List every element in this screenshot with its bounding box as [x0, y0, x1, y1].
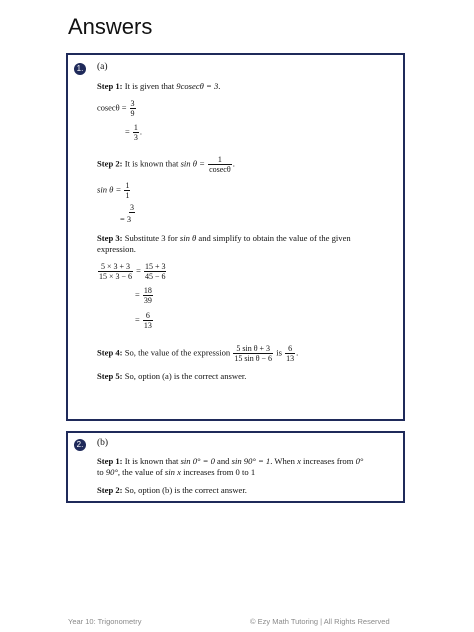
symbol: sin θ: [179, 233, 197, 243]
step3-work-row2: [135, 286, 154, 305]
answer-option: (a): [97, 62, 108, 72]
step3-work-row1: [97, 262, 167, 281]
step-text: It is known that: [124, 456, 179, 466]
step-label: Step 1:: [97, 456, 123, 466]
lhs: sin θ =: [97, 184, 122, 195]
punct: .: [218, 81, 221, 91]
step1-line: [97, 456, 363, 467]
fraction: $\frac{1}{1}$: [125, 181, 130, 200]
symbol: 90°: [105, 467, 118, 477]
step2-line: [97, 155, 235, 174]
step5-line: [97, 371, 246, 382]
step-label: Step 3:: [97, 233, 123, 243]
page-title: Answers: [68, 14, 153, 39]
step3-work-row3: [135, 311, 154, 330]
step-text: So, option (a) is the correct answer.: [124, 371, 247, 381]
step-text: It is given that: [124, 81, 175, 91]
step-label: Step 4:: [97, 347, 123, 358]
step-text: and simplify to obtain the value of the given: [198, 233, 351, 243]
step-text: Substitute 3 for: [124, 233, 178, 243]
lhs: sin θ =: [180, 158, 205, 169]
fraction: $\frac{6}{13}$: [143, 311, 152, 330]
step3-line: [97, 233, 351, 244]
step-label: Step 2:: [97, 158, 123, 169]
question-number-badge: 2.: [74, 439, 86, 451]
step3-line-cont: expression.: [97, 244, 136, 254]
equation: sin 90° = 1: [231, 456, 271, 466]
equation: 9cosecθ = 3: [176, 81, 219, 91]
symbol: 0°: [355, 456, 364, 466]
fraction: 3: [130, 203, 134, 213]
punct: .: [232, 158, 235, 169]
step2-work-row2: [128, 203, 136, 213]
step-text: to: [97, 467, 104, 477]
punct: .: [139, 127, 142, 137]
step-text: and: [217, 456, 230, 466]
symbol: x: [297, 456, 301, 466]
step1-line-cont: [97, 467, 255, 478]
fraction: $\frac{3}{9}$: [130, 99, 135, 118]
step1-work-row2: [125, 123, 142, 142]
equals: =: [135, 315, 140, 325]
fraction: $\frac{15 + 3}{45 - 6}$: [144, 262, 166, 281]
equals: =: [136, 266, 141, 276]
equals: =: [135, 290, 140, 300]
step-label: Step 2:: [97, 485, 123, 495]
step2-work-row3: [120, 215, 131, 224]
fraction: $\frac{1}{3}$: [133, 123, 138, 142]
step-text: is: [276, 347, 282, 358]
step-text: , the value of: [117, 467, 163, 477]
equals: =: [125, 127, 130, 137]
answer-box-2: [66, 431, 405, 503]
fraction: $\frac{6}{13}$: [286, 344, 295, 363]
result: = 3: [120, 215, 132, 224]
step4-line: [97, 344, 298, 363]
equation: sin 0° = 0: [180, 456, 215, 466]
fraction: $\frac{\text{5 sin θ + 3}}{\text{15 sin θ − 6}}$: [234, 344, 273, 363]
step1-line: [97, 81, 220, 92]
answer-option: (b): [97, 438, 109, 448]
footer-right: © Ezy Math Tutoring | All Rights Reserved: [250, 617, 390, 626]
step-text: . When: [270, 456, 295, 466]
step-label: Step 1:: [97, 81, 123, 91]
step1-work-row1: [97, 99, 137, 118]
step2-work-row1: [97, 181, 131, 200]
symbol: sin x: [164, 467, 181, 477]
step-label: Step 5:: [97, 371, 123, 381]
punct: .: [296, 347, 299, 358]
fraction: $\frac{1}{cosec\theta}$: [209, 155, 231, 174]
fraction: $\frac{18}{39}$: [143, 286, 152, 305]
footer-left: Year 10: Trigonometry: [68, 617, 142, 626]
answer-box-1: [66, 53, 405, 421]
question-number-badge: 1.: [74, 63, 86, 75]
step-text: It is known that: [124, 158, 179, 169]
step2-line: [97, 485, 247, 496]
step-text: increases from 0 to 1: [183, 467, 256, 477]
step-text: So, option (b) is the correct answer.: [124, 485, 247, 495]
step-text: increases from: [303, 456, 354, 466]
step-text: So, the value of the expression: [124, 347, 231, 358]
lhs: cosecθ =: [97, 103, 127, 113]
fraction: $\frac{5 \times 3 + 3}{15 \times 3 - 6}$: [99, 262, 133, 281]
